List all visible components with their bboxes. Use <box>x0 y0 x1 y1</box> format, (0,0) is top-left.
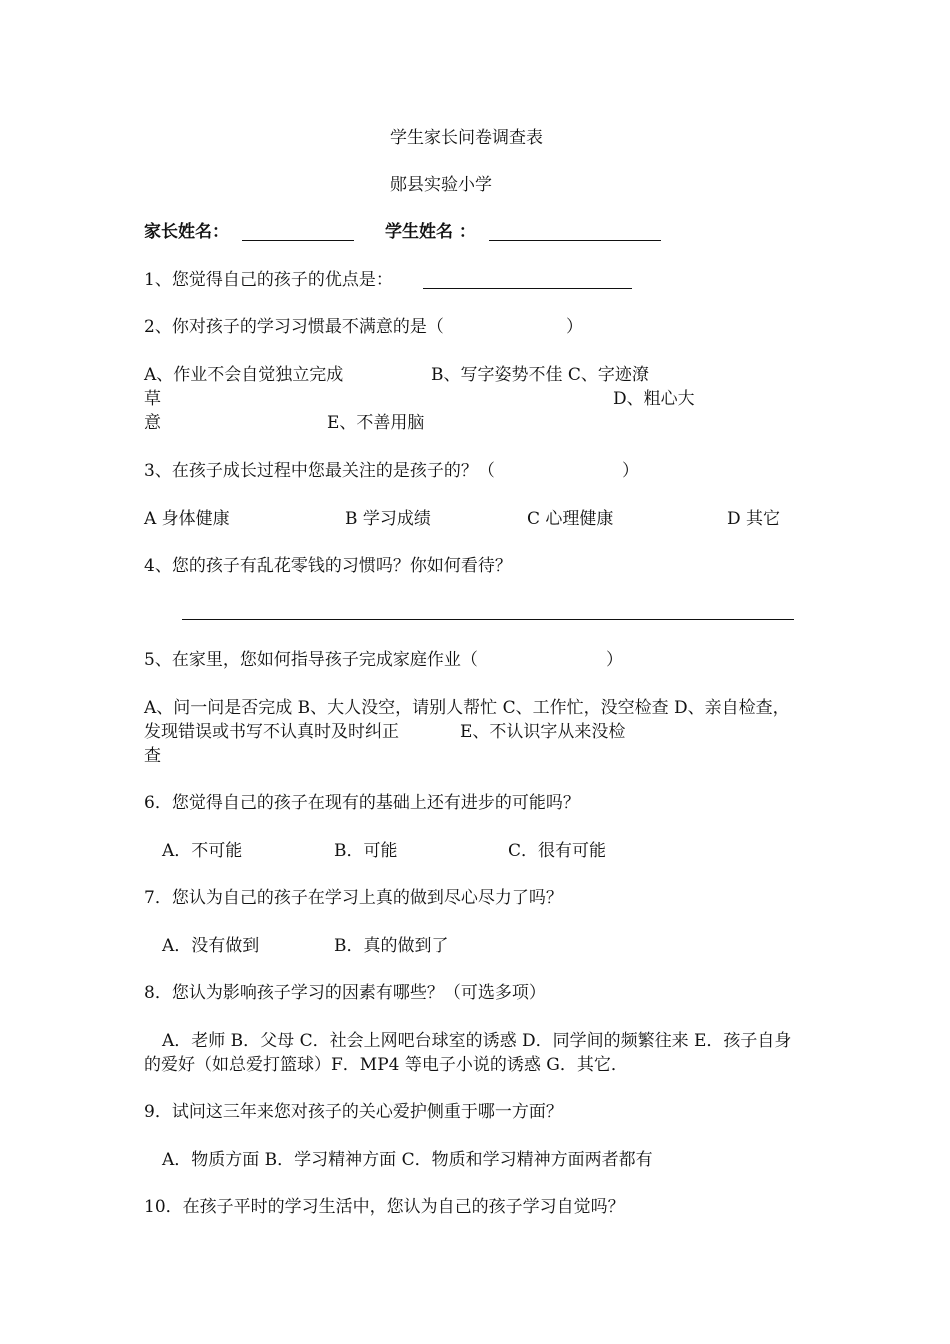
q3-option-c[interactable]: C 心理健康 <box>527 509 614 529</box>
question-8: 8．您认为影响孩子学习的因素有哪些？（可选多项） <box>144 983 546 1003</box>
parent-name-blank[interactable] <box>242 240 354 241</box>
student-name-label: 学生姓名 ： <box>385 222 476 242</box>
q2-wrap-2: 意 <box>144 413 161 433</box>
q7-option-b[interactable]: B．真的做到了 <box>334 936 449 956</box>
question-2: 2、你对孩子的学习习惯最不满意的是（ <box>144 317 444 337</box>
q3-option-a[interactable]: A 身体健康 <box>144 509 230 529</box>
question-6: 6．您觉得自己的孩子在现有的基础上还有进步的可能吗？ <box>144 793 580 813</box>
question-3: 3、在孩子成长过程中您最关注的是孩子的？（ <box>144 461 495 481</box>
q2-option-e[interactable]: E、不善用脑 <box>327 413 425 433</box>
q5-options-line-1: A、问一问是否完成 B、大人没空，请别人帮忙 C、工作忙，没空检查 D、亲自检查， <box>144 698 790 718</box>
q6-option-b[interactable]: B．可能 <box>334 841 398 861</box>
q3-bracket-close: ） <box>622 461 639 481</box>
q8-options-line-1: A．老师 B．父母 C．社会上网吧台球室的诱惑 D．同学间的频繁往来 E．孩子自身 <box>162 1031 792 1051</box>
q2-option-bc[interactable]: B、写字姿势不佳 C、字迹潦 <box>431 365 649 385</box>
q5-options-line-2: 发现错误或书写不认真时及时纠正 <box>144 722 399 742</box>
q8-options-line-2: 的爱好（如总爱打篮球）F．MP4 等电子小说的诱惑 G．其它． <box>144 1055 628 1075</box>
q9-options-line-1: A．物质方面 B．学习精神方面 C．物质和学习精神方面两者都有 <box>162 1150 653 1170</box>
q6-option-a[interactable]: A．不可能 <box>162 841 243 861</box>
q1-answer-blank[interactable] <box>423 288 632 289</box>
question-1: 1、您觉得自己的孩子的优点是： <box>144 270 393 290</box>
page-title: 学生家长问卷调查表 <box>390 128 543 148</box>
q3-option-d[interactable]: D 其它 <box>727 509 781 529</box>
q7-option-a[interactable]: A．没有做到 <box>162 936 260 956</box>
q5-option-e[interactable]: E、不认识字从来没检 <box>460 722 626 742</box>
q2-option-a[interactable]: A、作业不会自觉独立完成 <box>144 365 344 385</box>
q3-option-b[interactable]: B 学习成绩 <box>345 509 431 529</box>
q5-options-line-3: 查 <box>144 746 161 766</box>
question-7: 7．您认为自己的孩子在学习上真的做到尽心尽力了吗？ <box>144 888 563 908</box>
q5-bracket-close: ） <box>606 650 623 670</box>
question-4: 4、您的孩子有乱花零钱的习惯吗？你如何看待？ <box>144 556 512 576</box>
question-10: 10．在孩子平时的学习生活中，您认为自己的孩子学习自觉吗？ <box>144 1197 625 1217</box>
parent-name-label: 家长姓名： <box>144 222 229 242</box>
question-9: 9．试问这三年来您对孩子的关心爱护侧重于哪一方面？ <box>144 1102 563 1122</box>
question-5: 5、在家里，您如何指导孩子完成家庭作业（ <box>144 650 478 670</box>
school-name: 郧县实验小学 <box>390 175 492 195</box>
q4-answer-line[interactable] <box>182 619 794 620</box>
q6-option-c[interactable]: C．很有可能 <box>508 841 607 861</box>
student-name-blank[interactable] <box>489 240 661 241</box>
q2-bracket-close: ） <box>566 317 583 337</box>
q2-wrap-1: 草 <box>144 389 161 409</box>
q2-option-d[interactable]: D、粗心大 <box>613 389 695 409</box>
